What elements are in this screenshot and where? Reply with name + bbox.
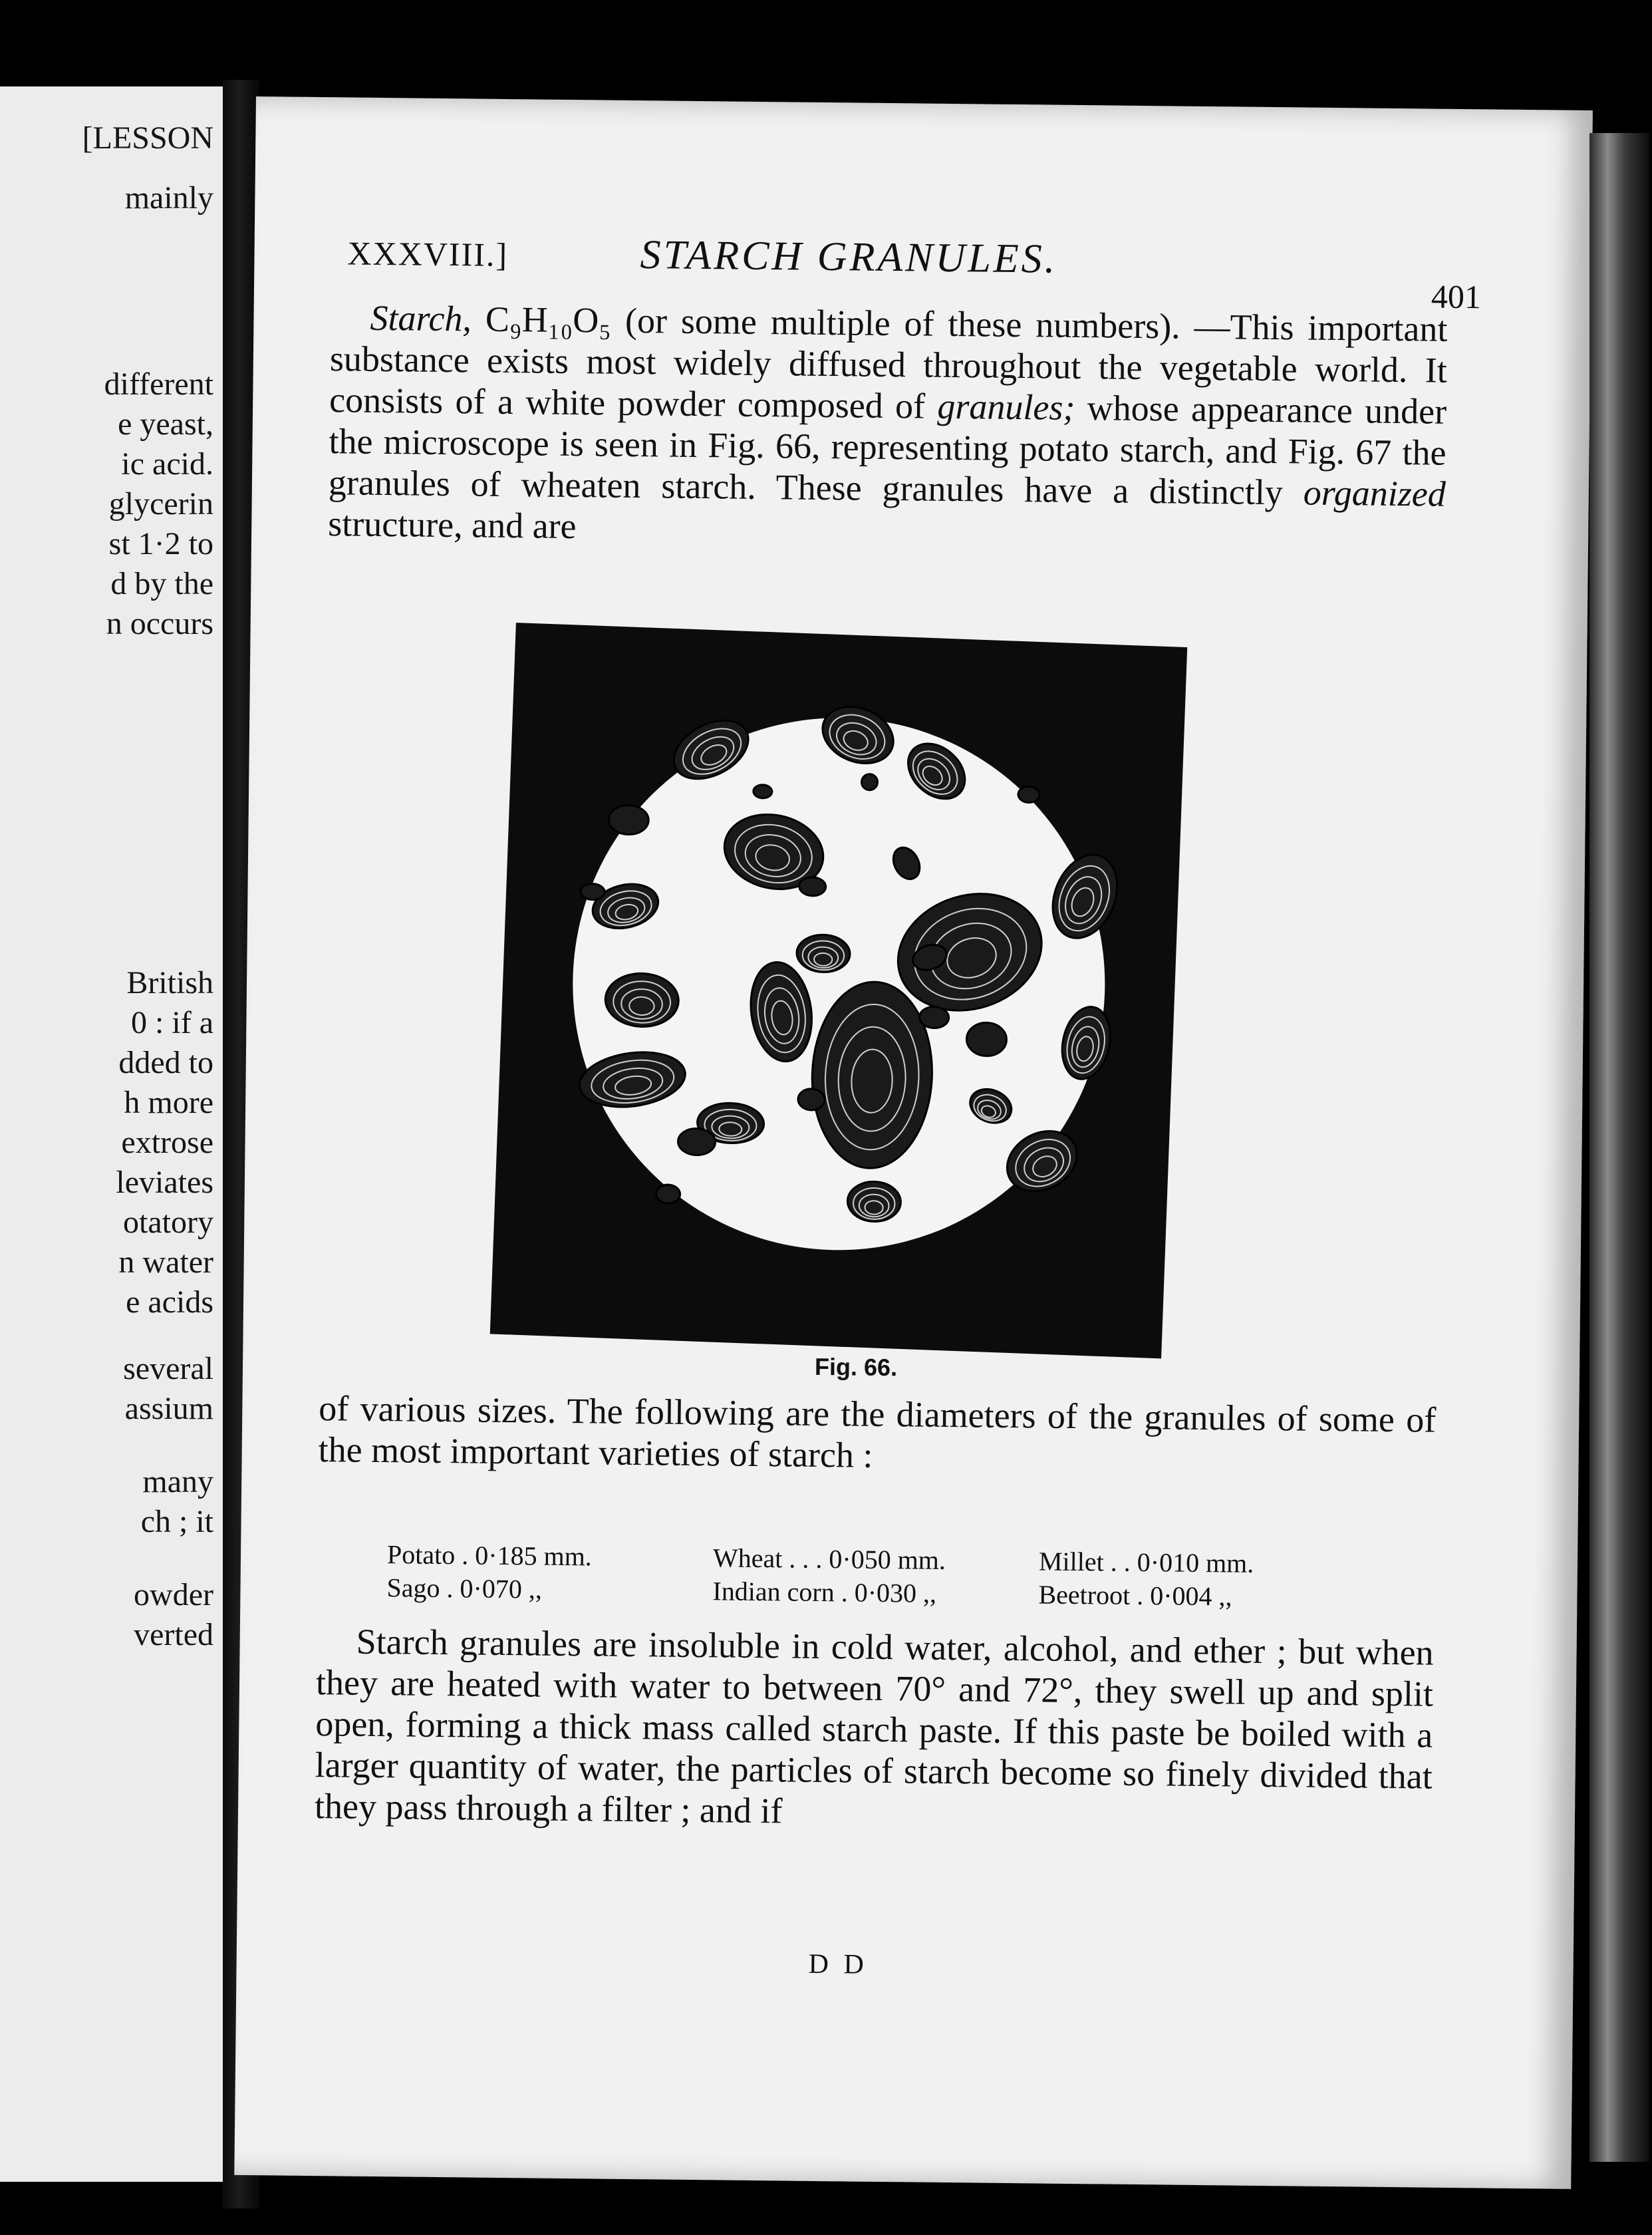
starch-granule	[861, 774, 878, 790]
signature-mark: D D	[808, 1948, 869, 1980]
paragraph-text: whose appearance under the microscope is seen in Fig. 66, representing potato starch, and Fig. 67 the granules of wheaten starch. These granules have a distinctly	[328, 387, 1447, 513]
starch-granule	[754, 784, 773, 798]
starch-granule	[799, 877, 826, 896]
left-page-line: several	[123, 1351, 213, 1386]
left-page-line: h more	[124, 1085, 213, 1120]
paragraph-text: structure, and are	[327, 504, 577, 547]
emphasis-organized: organized	[1303, 472, 1446, 514]
starch-granule	[966, 1022, 1008, 1056]
left-page-line: n occurs	[106, 606, 213, 641]
running-head	[347, 232, 1482, 316]
figure-potato-starch-micrograph	[490, 623, 1188, 1358]
left-page-line: verted	[134, 1617, 213, 1652]
left-page-line: British	[126, 965, 213, 1000]
term-starch: Starch,	[370, 297, 472, 339]
left-page-line: different	[104, 367, 213, 402]
left-page-line: d by the	[110, 566, 213, 601]
left-page-line: ch ; it	[140, 1504, 213, 1539]
left-page-line: glycerin	[108, 486, 213, 522]
left-page-line: owder	[134, 1577, 213, 1612]
left-page-line: e acids	[126, 1284, 213, 1320]
left-page-line: mainly	[124, 180, 213, 216]
starch-granule	[581, 883, 605, 900]
starch-granule	[919, 1006, 949, 1029]
left-page-line: many	[142, 1464, 213, 1499]
table-cell: Wheat . . . 0·050 mm.	[712, 1543, 946, 1575]
paragraph-starch-intro	[328, 297, 1448, 556]
figure-caption: Fig. 66.	[814, 1352, 898, 1382]
starch-granule	[797, 1088, 825, 1110]
paragraph-solubility: Starch granules are insoluble in cold water, alcohol, and ether ; but when they are heated with water to between 70° and 72°, they swell up and split open, forming a thick mass called starch paste. If this paste be boiled with a larger quantity of water, the particles of starch become so finely divided that they pass through a filter ; and if	[314, 1621, 1434, 1831]
emphasis-granules: granules;	[937, 386, 1075, 428]
starch-granule	[678, 1128, 716, 1156]
left-page-line: ic acid.	[121, 446, 213, 482]
page-title: STARCH GRANULES.	[640, 232, 1058, 282]
table-cell: Sago . 0·070 ,,	[386, 1572, 543, 1604]
left-page-line: extrose	[121, 1125, 213, 1160]
starch-granule	[656, 1184, 680, 1203]
left-page-line: otatory	[123, 1205, 213, 1240]
left-page-line: n water	[118, 1245, 213, 1280]
micrograph-illustration	[490, 623, 1188, 1358]
left-page-line: st 1·2 to	[108, 526, 213, 561]
starch-granule	[608, 804, 649, 835]
table-cell: Indian corn . 0·030 ,,	[712, 1576, 937, 1608]
table-cell: Potato . 0·185 mm.	[386, 1539, 593, 1572]
left-page-line: [LESSON	[82, 120, 213, 156]
starch-granule	[1018, 786, 1040, 803]
chapter-number: XXXVIII.]	[347, 234, 509, 273]
left-page-line: e yeast,	[118, 406, 213, 442]
left-page-line: 0 : if a	[131, 1005, 213, 1040]
paragraph-text: (or some multiple of these numbers). —This important substance exists most widely diffused throughout the vegetable world. It consists of a white powder composed of	[329, 300, 1448, 426]
table-cell: Beetroot . 0·004 ,,	[1038, 1579, 1232, 1612]
right-page	[234, 96, 1593, 2189]
left-page-line: dded to	[118, 1045, 213, 1080]
page-edge-shadow	[1589, 133, 1649, 2162]
left-page-line: assium	[124, 1391, 213, 1426]
table-cell: Millet . . 0·010 mm.	[1038, 1546, 1254, 1578]
paragraph-sizes: of various sizes. The following are the diameters of the granules of some of the most important varieties of starch :	[318, 1388, 1437, 1475]
left-page	[0, 86, 223, 2182]
page-number: 401	[1431, 277, 1482, 316]
chemical-formula: C₉H₁₀O₅	[485, 299, 612, 341]
left-page-line: leviates	[116, 1165, 213, 1200]
diameters-table	[386, 1538, 1385, 1615]
